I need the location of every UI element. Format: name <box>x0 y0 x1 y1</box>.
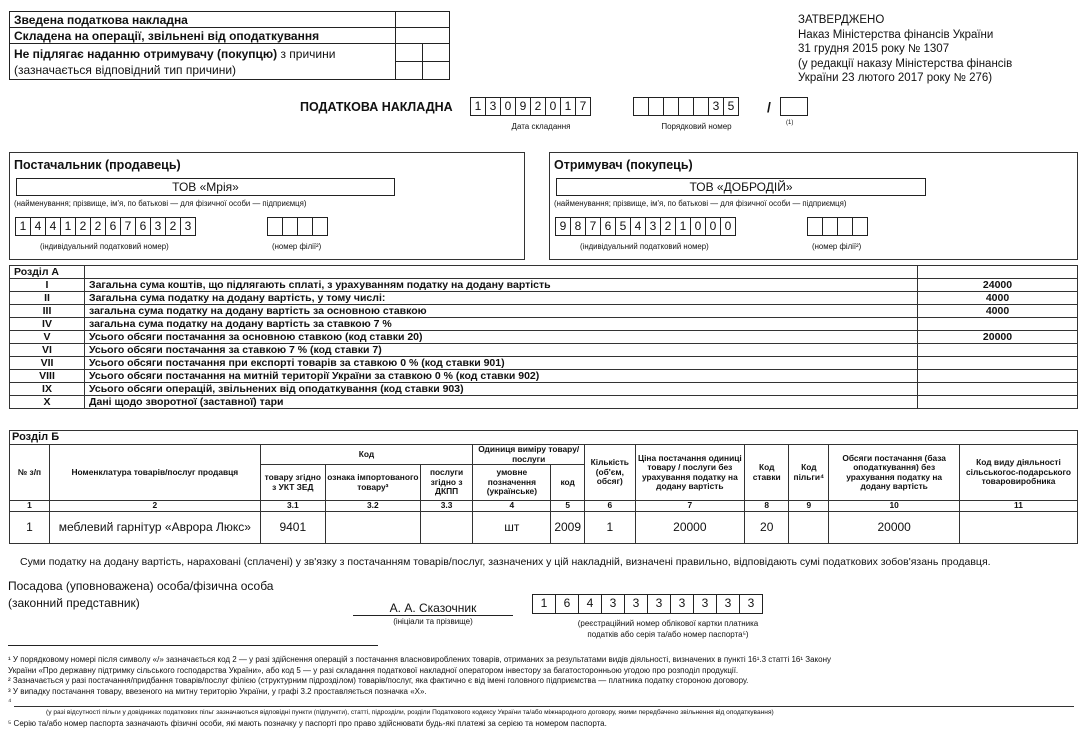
seller-branch-caption: (номер філії²) <box>272 242 322 251</box>
seller-tax-caption: (індивідуальний податковий номер) <box>40 242 169 251</box>
section-a-row <box>10 396 1078 409</box>
section-a-desc: загальна сума податку на додану вартість за основною ставкою <box>85 305 918 318</box>
digit-box: 3 <box>601 594 625 614</box>
section-b-unit[interactable]: шт <box>473 512 551 544</box>
digit-box: 4 <box>30 217 46 236</box>
digit-box: 2 <box>530 97 546 116</box>
consolidated-label: Зведена податкова накладна <box>10 12 396 28</box>
signer-name-caption: (ініціали та прізвище) <box>393 617 473 626</box>
digit-box: 3 <box>739 594 763 614</box>
column-number: 11 <box>959 501 1077 512</box>
consolidated-checkbox[interactable] <box>396 12 450 28</box>
digit-box <box>267 217 283 236</box>
section-a-desc: Загальна сума коштів, що підлягають сплаті, з урахуванням податку на додану вартість <box>85 279 918 292</box>
col-name-header: Номенклатура товарів/послуг продавця <box>50 445 261 501</box>
digit-box: 9 <box>515 97 531 116</box>
digit-box: 1 <box>675 217 691 236</box>
section-a-val[interactable] <box>918 370 1078 383</box>
col-unit-header: Одиниця виміру товару/послуги <box>473 445 585 465</box>
section-a-val[interactable] <box>918 318 1078 331</box>
section-b-price[interactable]: 20000 <box>635 512 745 544</box>
footnote-4: (у разі відсутності пільги у довідниках податкових пільг зазначаються відповідні пункти (підпункти), статті, підрозділи, розділи Податкового кодексу України та/або міжнародного договору, якими передбачено звільнення від оподаткування) <box>46 709 774 716</box>
exempt-checkbox[interactable] <box>396 28 450 44</box>
seller-panel <box>9 152 525 260</box>
digit-box: 6 <box>135 217 151 236</box>
digit-box: 1 <box>15 217 31 236</box>
buyer-title: Отримувач (покупець) <box>554 158 693 172</box>
section-a-row <box>10 318 1078 331</box>
digit-box: 5 <box>723 97 739 116</box>
section-a-desc: Усього обсяги постачання при експорті товарів за ставкою 0 % (код ставки 901) <box>85 357 918 370</box>
section-a-num: X <box>10 396 85 409</box>
digit-box <box>312 217 328 236</box>
digit-box: 2 <box>660 217 676 236</box>
section-b-row <box>10 512 1078 544</box>
section-a-num: III <box>10 305 85 318</box>
column-number: 1 <box>10 501 50 512</box>
footnote-divider <box>8 645 378 646</box>
digit-box: 1 <box>532 594 556 614</box>
section-b-num[interactable]: 1 <box>10 512 50 544</box>
signer-name[interactable]: А. А. Сказочник <box>353 601 513 616</box>
section-a-val[interactable]: 20000 <box>918 331 1078 344</box>
seller-name-hint: (найменування; прізвище, ім'я, по батькові — для фізичної особи — підприємця) <box>14 199 307 208</box>
date-caption: Дата складання <box>511 122 571 131</box>
digit-box: 3 <box>485 97 501 116</box>
digit-box: 0 <box>545 97 561 116</box>
section-a-row <box>10 305 1078 318</box>
col-qty-header: Кількість (об'єм, обсяг) <box>585 445 636 501</box>
section-a-num: II <box>10 292 85 305</box>
digit-box: 1 <box>470 97 486 116</box>
digit-box: 6 <box>105 217 121 236</box>
section-a-val[interactable] <box>918 357 1078 370</box>
invoice-title: ПОДАТКОВА НАКЛАДНА <box>300 100 453 114</box>
digit-box: 4 <box>630 217 646 236</box>
footnote-4-line: ⁴ <box>8 697 831 708</box>
section-b-import[interactable] <box>325 512 420 544</box>
digit-box <box>282 217 298 236</box>
section-a-num: VI <box>10 344 85 357</box>
seller-tax-number[interactable] <box>16 217 196 236</box>
section-a-row <box>10 383 1078 396</box>
digit-box: 3 <box>624 594 648 614</box>
digit-box: 1 <box>60 217 76 236</box>
seller-name[interactable]: ТОВ «Мрія» <box>16 178 395 196</box>
signer-label: Посадова (уповноважена) особа/фізична особа (законний представник) <box>8 579 274 610</box>
footnote-2: ² Зазначається у разі постачання/придбання товарів/послуг філією (структурним підрозділом) товарів/послуг, яка фактично є від імені головного підприємства — платника податку стороною договору. <box>8 676 749 685</box>
digit-box: 0 <box>720 217 736 236</box>
digit-box <box>633 97 649 116</box>
col-unit-code-header: код <box>551 465 585 501</box>
seller-branch-number[interactable] <box>268 217 328 236</box>
section-a-row <box>10 344 1078 357</box>
buyer-branch-number[interactable] <box>808 217 868 236</box>
approval-stamp: ЗАТВЕРДЖЕНО Наказ Міністерства фінансів України 31 грудня 2015 року № 1307 (у редакції наказу Міністерства фінансів України 23 лютого 2017 року № 276) <box>798 14 1013 84</box>
column-number: 3.2 <box>325 501 420 512</box>
digit-box: 3 <box>716 594 740 614</box>
col-benefit-header: Код пільги⁴ <box>789 445 829 501</box>
column-number: 4 <box>473 501 551 512</box>
buyer-name[interactable]: ТОВ «ДОБРОДІЙ» <box>556 178 926 196</box>
digit-box <box>297 217 313 236</box>
section-b-qty[interactable]: 1 <box>585 512 636 544</box>
digit-box: 9 <box>555 217 571 236</box>
seller-title: Постачальник (продавець) <box>14 158 181 172</box>
column-number: 7 <box>635 501 745 512</box>
col-dkpp-header: послуги згідно з ДКПП <box>420 465 473 501</box>
number-caption: Порядковий номер <box>661 122 732 131</box>
digit-box: 6 <box>600 217 616 236</box>
column-number: 6 <box>585 501 636 512</box>
digit-box <box>648 97 664 116</box>
section-a-num: IX <box>10 383 85 396</box>
section-a-val[interactable]: 24000 <box>918 279 1078 292</box>
column-number: 5 <box>551 501 585 512</box>
section-a-num: I <box>10 279 85 292</box>
not-provided-checkbox[interactable] <box>396 44 423 62</box>
digit-box: 7 <box>585 217 601 236</box>
section-a-val[interactable] <box>918 396 1078 409</box>
column-number: 8 <box>745 501 789 512</box>
section-b-name[interactable]: меблевий гарнітур «Аврора Люкс» <box>50 512 261 544</box>
reason-type-box-2[interactable] <box>396 62 423 80</box>
digit-box: 0 <box>690 217 706 236</box>
column-number: 2 <box>50 501 261 512</box>
col-price-header: Ціна постачання одиниці товару / послуги без урахування податку на додану вартість <box>635 445 745 501</box>
signer-id-caption: (реєстраційний номер облікової картки платника податків або серія та/або номер паспорта⁵) <box>577 619 759 639</box>
reason-type-box-3[interactable] <box>423 62 450 80</box>
col-import-header: ознака імпортованого товару³ <box>325 465 420 501</box>
section-b-volume[interactable]: 20000 <box>829 512 960 544</box>
section-a-desc: Загальна сума податку на додану вартість, у тому числі: <box>85 292 918 305</box>
section-a-desc: Усього обсяги постачання за ставкою 7 % (код ставки 7) <box>85 344 918 357</box>
footnote-3: ³ У випадку постачання товару, ввезеного на митну територію України, у графі 3.2 проставляється позначка «Х». <box>8 686 427 696</box>
section-a-row <box>10 357 1078 370</box>
column-number: 9 <box>789 501 829 512</box>
digit-box: 0 <box>705 217 721 236</box>
section-a-val[interactable]: 4000 <box>918 292 1078 305</box>
digit-box: 7 <box>575 97 591 116</box>
digit-box: 3 <box>645 217 661 236</box>
col-rate-header: Код ставки <box>745 445 789 501</box>
digit-box: 6 <box>555 594 579 614</box>
footnote-1b: України «Про державну підтримку сільського господарства України», або код 5 — у разі складання податкової накладної оператором інвестору за багатосторонньою угодою про розподіл продукції. <box>8 665 739 675</box>
section-a-val[interactable] <box>918 344 1078 357</box>
column-number: 3.1 <box>260 501 325 512</box>
section-b-ukt[interactable]: 9401 <box>260 512 325 544</box>
digit-box: 3 <box>708 97 724 116</box>
correctness-statement: Суми податку на додану вартість, нараховані (сплачені) у зв'язку з постачанням товарів/послуг, зазначених у цій накладній, визначені правильно, відповідають сумі податкових зобов'язань продавця. <box>20 556 991 568</box>
section-a-num: VII <box>10 357 85 370</box>
buyer-branch-caption: (номер філії²) <box>812 242 862 251</box>
section-a-row <box>10 279 1078 292</box>
section-b-dkpp[interactable] <box>420 512 473 544</box>
digit-box: 2 <box>165 217 181 236</box>
digit-box: 3 <box>180 217 196 236</box>
digit-box: 3 <box>150 217 166 236</box>
section-a-desc: загальна сума податку на додану вартість за ставкою 7 % <box>85 318 918 331</box>
section-a-desc: Усього обсяги операцій, звільнених від оподаткування (код ставки 903) <box>85 383 918 396</box>
section-a-desc: Усього обсяги постачання за основною ставкою (код ставки 20) <box>85 331 918 344</box>
digit-box: 0 <box>500 97 516 116</box>
digit-box <box>678 97 694 116</box>
section-a-row <box>10 292 1078 305</box>
col-code-header: Код <box>260 445 473 465</box>
section-a-row <box>10 370 1078 383</box>
signer-id-boxes[interactable] <box>533 594 763 614</box>
digit-box: 4 <box>45 217 61 236</box>
buyer-panel <box>549 152 1078 260</box>
section-b-title: Розділ Б <box>10 431 1078 445</box>
digit-box: 2 <box>90 217 106 236</box>
invoice-date-boxes[interactable] <box>471 97 591 116</box>
buyer-tax-number[interactable] <box>556 217 736 236</box>
col-num-header: № з/п <box>10 445 50 501</box>
section-a-desc: Дані щодо зворотної (заставної) тари <box>85 396 918 409</box>
footnote-1a: ¹ У порядковому номері після символу «/» зазначається код 2 — у разі здійснення операцій з постачання власновироблених товарів, отриманих за результатами видів діяльності, визначених в пункті 16¹.3 статті 16¹ Закону <box>8 655 831 664</box>
digit-box <box>693 97 709 116</box>
digit-box: 2 <box>75 217 91 236</box>
digit-box: 3 <box>693 594 717 614</box>
invoice-number-boxes[interactable] <box>634 97 739 116</box>
digit-box: 4 <box>578 594 602 614</box>
buyer-name-hint: (найменування; прізвище, ім'я, по батькові — для фізичної особи — підприємця) <box>554 199 847 208</box>
section-a-title: Розділ А <box>10 266 85 279</box>
section-b-rate[interactable]: 20 <box>745 512 789 544</box>
column-number: 10 <box>829 501 960 512</box>
section-a-row <box>10 331 1078 344</box>
exempt-label: Складена на операції, звільнені від оподаткування <box>10 28 396 44</box>
section-a-num: VIII <box>10 370 85 383</box>
col-agri-header: Код виду діяльності сільськогос-подарського товаровиробника <box>959 445 1077 501</box>
section-b-table <box>9 430 1078 544</box>
section-b-benefit[interactable] <box>789 512 829 544</box>
section-a-num: IV <box>10 318 85 331</box>
buyer-tax-caption: (індивідуальний податковий номер) <box>580 242 709 251</box>
col-unit-name-header: умовне позначення (українське) <box>473 465 551 501</box>
section-a-table <box>9 265 1078 409</box>
number-slash: / <box>767 99 771 115</box>
digit-box <box>852 217 868 236</box>
digit-box <box>822 217 838 236</box>
digit-box: 3 <box>647 594 671 614</box>
not-provided-label: Не підлягає наданню отримувачу (покупцю) з причини (зазначається відповідний тип причини) <box>10 44 396 80</box>
digit-box: 5 <box>615 217 631 236</box>
digit-box <box>663 97 679 116</box>
col-ukt-header: товару згідно з УКТ ЗЕД <box>260 465 325 501</box>
footnote-5: ⁵ Серію та/або номер паспорта зазначають фізичні особи, які мають позначку у паспорті про право здійснювати будь-які платежі за серією та номером паспорта. <box>8 718 607 728</box>
header-table <box>9 11 450 80</box>
digit-box: 7 <box>120 217 136 236</box>
digit-box: 3 <box>670 594 694 614</box>
col-volume-header: Обсяги постачання (база оподаткування) без урахування податку на додану вартість <box>829 445 960 501</box>
section-a-val[interactable] <box>918 383 1078 396</box>
section-b-agri[interactable] <box>959 512 1077 544</box>
digit-box <box>837 217 853 236</box>
footnotes <box>8 655 831 729</box>
digit-box: 8 <box>570 217 586 236</box>
digit-box: 1 <box>560 97 576 116</box>
digit-box <box>807 217 823 236</box>
section-a-val[interactable]: 4000 <box>918 305 1078 318</box>
column-number: 3.3 <box>420 501 473 512</box>
section-b-unit-code[interactable]: 2009 <box>551 512 585 544</box>
reason-type-box-1[interactable] <box>423 44 450 62</box>
section-a-num: V <box>10 331 85 344</box>
section-a-desc: Усього обсяги постачання на митній території України за ставкою 0 % (код ставки 902) <box>85 370 918 383</box>
suffix-caption: (1) <box>786 120 794 126</box>
invoice-suffix-box[interactable] <box>781 97 808 116</box>
